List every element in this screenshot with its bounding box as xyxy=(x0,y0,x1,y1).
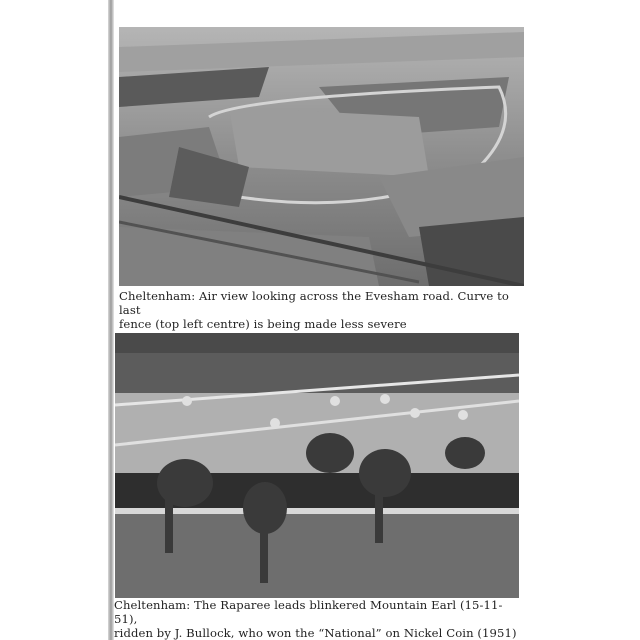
steeplechase-photo xyxy=(115,333,519,598)
caption-line: Cheltenham: The Raparee leads blinkered Mountain Earl (15-11-51), xyxy=(114,598,503,626)
photo-caption xyxy=(114,598,524,640)
photo-caption xyxy=(119,289,529,331)
caption-line: ridden by J. Bullock, who won the “National” on Nickel Coin (1951) xyxy=(114,626,517,640)
caption-line: fence (top left centre) is being made less severe xyxy=(119,317,407,331)
aerial-racecourse-photo xyxy=(119,27,524,286)
caption-line: Cheltenham: Air view looking across the Evesham road. Curve to last xyxy=(119,289,509,317)
book-spine-shadow xyxy=(108,0,114,640)
